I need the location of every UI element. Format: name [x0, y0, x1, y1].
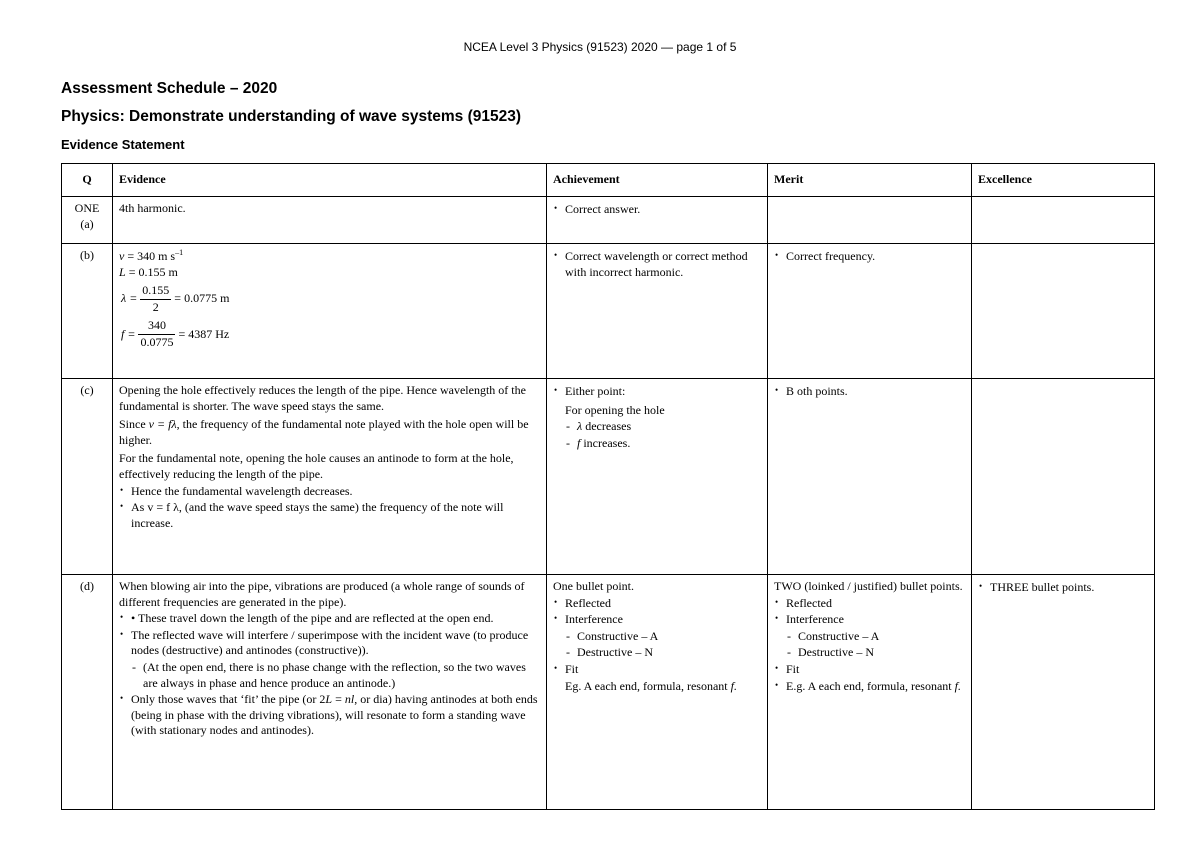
merit-bullet: • B oth points. — [774, 384, 965, 400]
header-excellence: Excellence — [972, 164, 1155, 197]
achievement-dash-item: - Constructive – A — [565, 629, 761, 645]
evidence-paragraph: Opening the hole effectively reduces the length of the pipe. Hence wavelength of the fundamental is shorter. The wave speed stays the same. — [119, 383, 526, 413]
evidence-cell — [113, 197, 547, 244]
evidence-bullet: • Hence the fundamental wavelength decreases. — [119, 484, 540, 500]
merit-cell — [768, 575, 972, 810]
page-header: NCEA Level 3 Physics (91523) 2020 — page 1 of 5 — [463, 40, 737, 54]
table-row-a — [62, 197, 1155, 244]
question-part: (a) — [80, 216, 94, 231]
achievement-bullet: • Interference — [553, 612, 761, 628]
velocity-line: v = 340 m $s^{-1}$ — [119, 248, 184, 263]
evidence-paragraph: When blowing air into the pipe, vibrations are produced (a whole range of sounds of different frequencies are generated in the pipe). — [119, 579, 525, 609]
merit-bullet: • E.g. A each end, formula, resonant f. — [774, 679, 965, 695]
achievement-cell — [547, 197, 768, 244]
merit-dash-item: - Destructive – N — [786, 645, 965, 661]
achievement-subheading: For opening the hole — [565, 402, 665, 417]
achievement-cell — [547, 244, 768, 379]
achievement-bullet: • Reflected — [553, 596, 761, 612]
evidence-bullet: • • These travel down the length of the pipe and are reflected at the open end. — [119, 611, 540, 627]
achievement-cell — [547, 575, 768, 810]
header-merit: Merit — [768, 164, 972, 197]
question-cell: (c) — [62, 379, 113, 575]
table-row-d — [62, 575, 1155, 810]
excellence-cell — [972, 197, 1155, 244]
header-q: Q — [62, 164, 113, 197]
merit-dash-item: - Constructive – A — [786, 629, 965, 645]
achievement-bullet: • Fit — [553, 662, 761, 678]
evidence-paragraph: Since v = fλ, the frequency of the fundamental note played with the hole open will be higher. — [119, 417, 529, 447]
excellence-cell — [972, 379, 1155, 575]
achievement-dash-item: - λ decreases — [565, 419, 761, 435]
merit-cell — [768, 197, 972, 244]
merit-bullet: • Correct frequency. — [774, 249, 965, 265]
evidence-bullet: • As v = f λ, (and the wave speed stays the same) the frequency of the note will increase. — [119, 500, 540, 531]
evidence-dash-item: - (At the open end, there is no phase change with the reflection, so the two waves are always in phase and hence produce an antinode.) — [131, 660, 540, 691]
evidence-bullet: • The reflected wave will interfere / superimpose with the incident wave (to produce nodes (destructive) and antinodes (constructive)). - (At the open end, there is no phase change with the reflection, so the two waves are always in phase and hence produce an antinode.) — [119, 628, 540, 691]
subject-title: Physics: Demonstrate understanding of wave systems (91523) — [61, 108, 521, 125]
question-cell: (b) — [62, 244, 113, 379]
length-line: L = 0.155 m — [119, 264, 178, 279]
evidence-cell — [113, 379, 547, 575]
section-heading: Evidence Statement — [61, 137, 185, 152]
achievement-dash-item: - Destructive – N — [565, 645, 761, 661]
evidence-cell — [113, 244, 547, 379]
table-row-b — [62, 244, 1155, 379]
evidence-paragraph: For the fundamental note, opening the hole causes an antinode to form at the hole, effectively reducing the length of the pipe. — [119, 451, 514, 481]
frequency-equation: f = $\frac{340}{0.0775}$ = 4387 Hz — [121, 318, 230, 349]
merit-bullet: • Interference — [774, 612, 965, 628]
wavelength-equation: λ = $\frac{0.155}{2}$ = 0.0775 m — [121, 283, 230, 314]
evidence-cell — [113, 575, 547, 810]
merit-lead: TWO (loinked / justified) bullet points. — [774, 579, 963, 593]
merit-bullet: • Fit — [774, 662, 965, 678]
excellence-bullet: • THREE bullet points. — [978, 580, 1148, 596]
document-title: Assessment Schedule – 2020 — [61, 80, 278, 97]
header-evidence: Evidence — [113, 164, 547, 197]
evidence-text: 4th harmonic. — [119, 201, 186, 215]
question-number: ONE — [74, 201, 100, 215]
evidence-bullet: • Only those waves that ‘fit’ the pipe (or 2L = nl, or dia) having antinodes at both ends (being in phase with the driving vibrations), will resonate to form a standing wave (with stationary nodes and antinodes). — [119, 692, 540, 739]
excellence-cell — [972, 575, 1155, 810]
merit-cell — [768, 244, 972, 379]
table-row-c — [62, 379, 1155, 575]
merit-cell — [768, 379, 972, 575]
merit-bullet: • Reflected — [774, 596, 965, 612]
excellence-cell — [972, 244, 1155, 379]
header-achievement: Achievement — [547, 164, 768, 197]
question-cell: (d) — [62, 575, 113, 810]
achievement-dash-item: - f increases. — [565, 436, 761, 452]
achievement-fit-detail: Eg. A each end, formula, resonant f. — [565, 678, 737, 693]
assessment-table — [61, 163, 1155, 810]
question-cell — [62, 197, 113, 244]
achievement-cell — [547, 379, 768, 575]
achievement-bullet: • Either point: — [553, 384, 761, 400]
achievement-bullet: • Correct wavelength or correct method with incorrect harmonic. — [553, 249, 761, 280]
table-header-row — [62, 164, 1155, 197]
achievement-lead: One bullet point. — [553, 579, 634, 593]
achievement-bullet: • Correct answer. — [553, 202, 761, 218]
